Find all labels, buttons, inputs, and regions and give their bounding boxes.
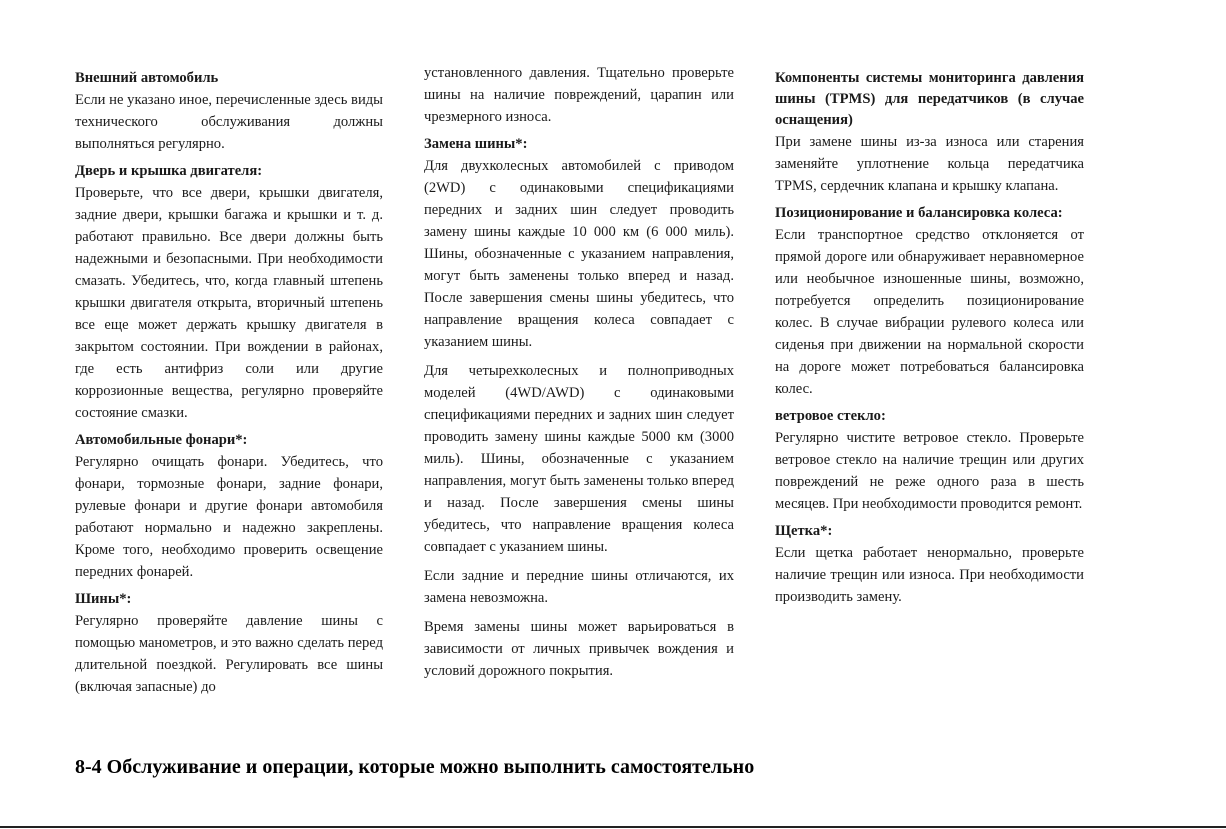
paragraph-lights: Регулярно очищать фонари. Убедитесь, что фонари, тормозные фонари, задние фонари, рулевые фонари и другие фонари автомобиля работают нормально и надежно закреплены. Кроме того, необходимо проверить освещение передних фонарей. [75,454,383,580]
heading-exterior: Внешний автомобиль [75,70,219,86]
column-left [75,62,383,698]
paragraph-tpms: При замене шины из-за износа или старения заменяйте уплотнение кольца передатчика TPMS, сердечник клапана и крышку клапана. [775,134,1084,194]
heading-tpms: Компоненты системы мониторинга давления шины (TPMS) для передатчиков (в случае оснащения) [775,70,1084,128]
heading-windshield: ветровое стекло: [775,408,886,424]
heading-tire-replacement: Замена шины*: [424,136,528,152]
paragraph-2wd-rotation: Для двухколесных автомобилей с приводом (2WD) с одинаковыми спецификациями передних и задних шин следует проводить замену шины каждые 10 000 км (6 000 миль). Шины, обозначенные с указанием направления, могут быть заменены только вперед и назад. После завершения смены шины убедитесь, что направление вращения колеса совпадает с указанием шины. [424,158,734,350]
paragraph-4wd-rotation: Для четырехколесных и полноприводных моделей (4WD/AWD) с одинаковыми спецификациями передних и задних шин следует проводить замену шины каждые 5000 км (3000 миль). Шины, обозначенные с указанием направления, могут быть заменены только вперед и назад. После завершения смены шины убедитесь, что направление вращения колеса совпадает с указанием шины. [424,363,734,555]
column-middle [424,62,734,682]
paragraph-tires-continued: установленного давления. Тщательно проверьте шины на наличие повреждений, царапин или чрезмерного износа. [424,65,734,125]
paragraph-exterior: Если не указано иное, перечисленные здесь виды технического обслуживания должны выполняться регулярно. [75,92,383,152]
heading-lights: Автомобильные фонари*: [75,432,248,448]
paragraph-replacement-time: Время замены шины может варьироваться в зависимости от личных привычек вождения и условий дорожного покрытия. [424,619,734,679]
heading-wheel-alignment: Позиционирование и балансировка колеса: [775,205,1063,221]
paragraph-wiper: Если щетка работает ненормально, проверьте наличие трещин или износа. При необходимости производить замену. [775,545,1084,605]
paragraph-tires: Регулярно проверяйте давление шины с помощью манометров, и это важно сделать перед длительной поездкой. Регулировать все шины (включая запасные) до [75,613,383,695]
heading-tires: Шины*: [75,591,132,607]
paragraph-different-tires: Если задние и передние шины отличаются, их замена невозможна. [424,568,734,606]
bottom-divider [0,826,1226,828]
paragraph-doors: Проверьте, что все двери, крышки двигателя, задние двери, крышки багажа и крышки и т. д. работают правильно. Все двери должны быть надежными и безопасными. При необходимости смазать. Убедитесь, что, когда главный штепень крышки двигателя открыта, вторичный штепень все еще может держать крышку двигателя в закрытом состоянии. При вождении в районах, где есть антифриз соли или другие коррозионные вещества, регулярно проверяйте состояние смазки. [75,185,383,421]
paragraph-windshield: Регулярно чистите ветровое стекло. Проверьте ветровое стекло на наличие трещин или других повреждений не реже одного раза в шесть месяцев. При необходимости проводится ремонт. [775,430,1084,512]
page-footer-title: 8-4 Обслуживание и операции, которые можно выполнить самостоятельно [75,756,755,778]
column-right [775,62,1084,608]
paragraph-wheel-alignment: Если транспортное средство отклоняется от прямой дороге или обнаруживает неравномерное или необычное изношенные шины, возможно, потребуется определить позиционирование колес. В случае вибрации рулевого колеса или сиденья при движении на нормальной скорости на дороге может потребоваться балансировка колес. [775,227,1084,397]
heading-wiper: Щетка*: [775,523,833,539]
heading-doors: Дверь и крышка двигателя: [75,163,263,179]
